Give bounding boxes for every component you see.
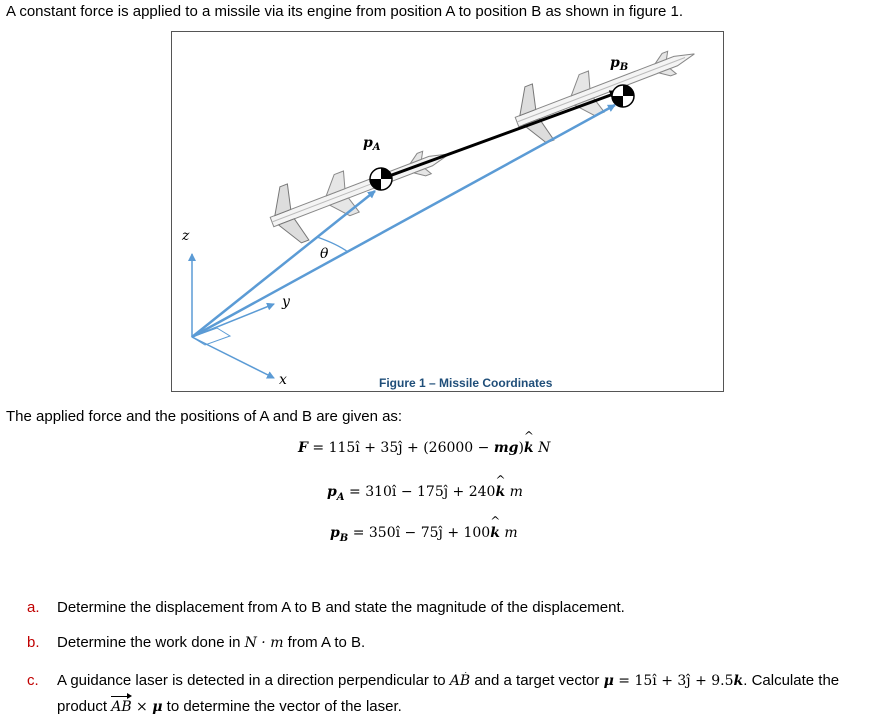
point-a-marker	[370, 168, 392, 190]
vector-pb	[192, 105, 615, 337]
question-a-letter: a.	[27, 599, 40, 616]
displacement-ab	[381, 92, 619, 179]
question-b-letter: b.	[27, 634, 40, 651]
label-x-axis: x	[279, 372, 287, 388]
question-c-letter: c.	[27, 672, 39, 689]
x-axis	[192, 337, 274, 378]
equation-pa: $p_A$ = 310î − 175ĵ + 240^ k m	[327, 484, 523, 503]
missile-b-image	[506, 32, 705, 150]
question-b-text: Determine the work done in N · m from A to B.	[57, 634, 366, 651]
label-pa: $p_A$	[363, 135, 381, 153]
given-text: The applied force and the positions of A and B are given as:	[6, 408, 403, 425]
label-theta: θ	[320, 246, 329, 262]
figure-1	[171, 31, 724, 392]
equation-pb: $p_B$ = 350î − 75ĵ + 100^ k m	[330, 525, 518, 544]
point-b-marker	[612, 85, 634, 107]
missile-a-image	[261, 126, 460, 250]
question-c-line2: product AB × μ to determine the vector of the laser.	[57, 698, 402, 715]
label-pb: $p_B$	[610, 55, 629, 73]
question-c-line1: A guidance laser is detected in a direction perpendicular to AB and a target vector μ = 15î + 3ĵ + 9.5^ k. Calculate the	[57, 672, 893, 690]
label-z-axis: z	[182, 228, 190, 244]
figure-diagram	[172, 32, 725, 393]
origin-marker	[192, 328, 230, 345]
equation-force: F = 115î + 35ĵ + (26000 − mg)^ k N	[298, 440, 550, 456]
question-a-text: Determine the displacement from A to B and state the magnitude of the displacement.	[57, 599, 625, 616]
intro-text: A constant force is applied to a missile via its engine from position A to position B as shown in figure 1.	[6, 3, 684, 20]
figure-caption: Figure 1 – Missile Coordinates	[379, 376, 553, 390]
label-y-axis: y	[282, 294, 290, 310]
